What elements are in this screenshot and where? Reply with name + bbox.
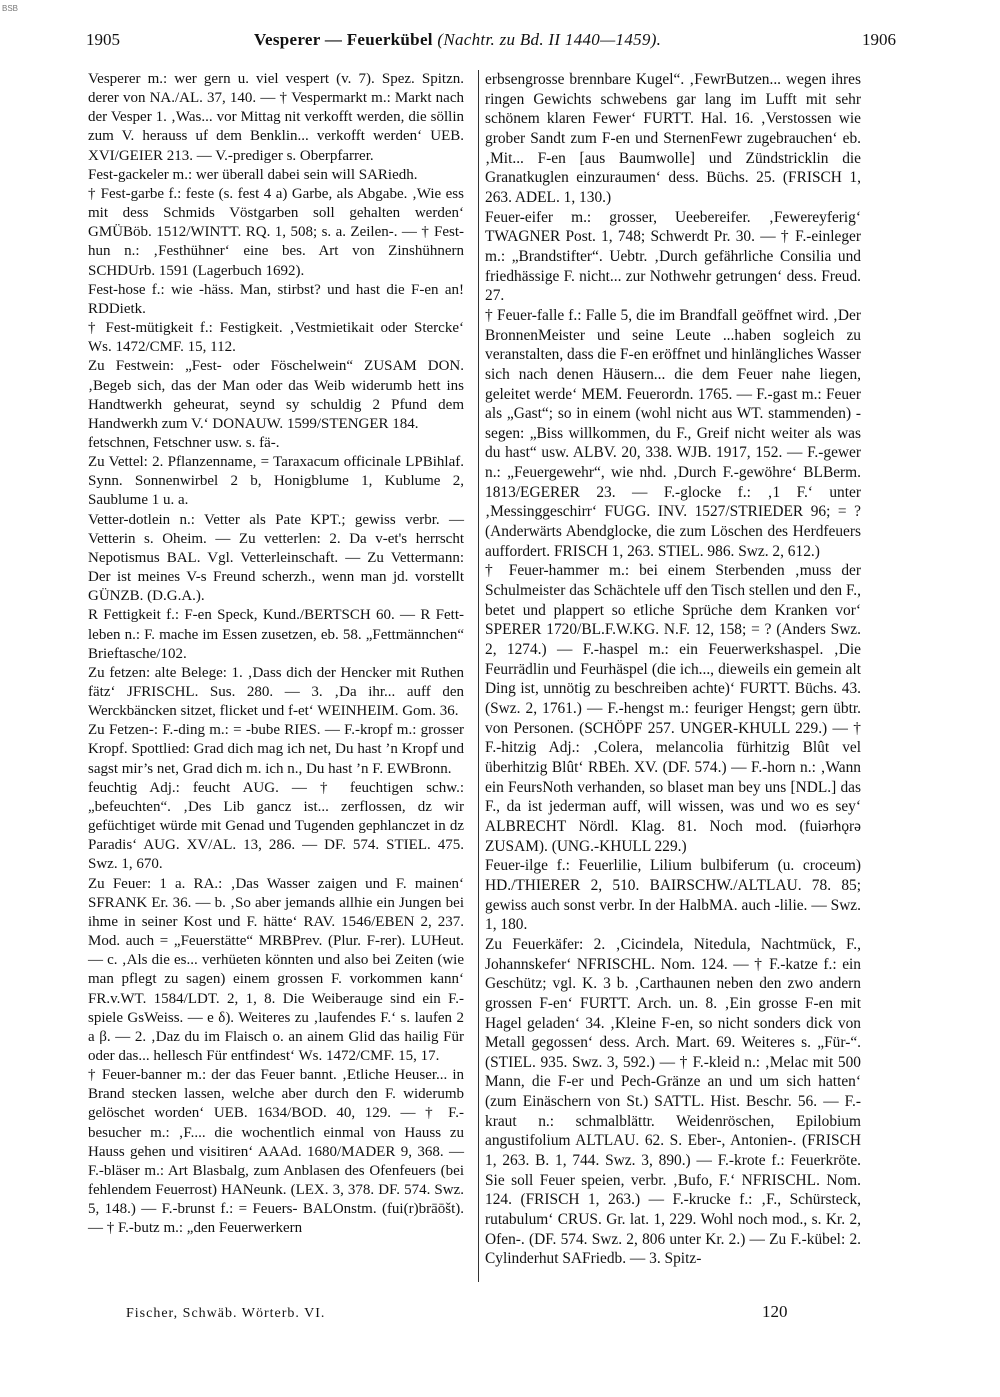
entry-paragraph: † Feuer-falle f.: Falle 5, die im Brandfall geöffnet wird. ‚Der BronnenMeister und seine Leute ...haben sogleich zu veranstalten, dass die F-en eröffnet und hinlängliches Wasser sich nach denen Häusern... die dem Feuer nahe liegen, geleitet werde‘ MEM. Feuerordn. 1765. — F.-gast m.: Feuer als „Gast“; so in einem (wohl nicht aus WT. stammenden) -segen: „Biss willkommen, du F., Greif nicht weiter als was du hast“ usw. ALBV. 20, 338. WJB. 1917, 152. — F.-gewer n.: „Feuergewehr“, wie nhd. ‚Durch F.-gewöhre‘ BLBerm. 1813/EGERER 23. — F.-glocke f.: ‚1 F.‘ unter ‚Messinggeschirr‘ FUGG. INV. 1527/STRIEDER 96; = ? (Anderwärts Abendglocke, die zum Löschen des Herdfeuers auffordert. FRISCH 1, 263. STIEL. 986. Swz. 2, 612.) xyxy=(485,306,862,560)
entry-paragraph: R Fettigkeit f.: F-en Speck, Kund./BERTSCH 60. — R Fett-leben n.: F. mache im Essen zusetzen, eb. 58. „Fettmännchen“ Brieftasche/102. xyxy=(88,607,464,662)
entry-paragraph: Zu Vettel: 2. Pflanzenname, = Taraxacum officinale LPBihlaf. Synn. Sonnenwirbel 2 b, Honigblume 1, Kublume 2, Saublume 1 u. a. xyxy=(88,454,464,509)
entry-paragraph: Zu fetzen: alte Belege: 1. ‚Dass dich der Hencker mit Ruthen fätz‘ JFRISCHL. Sus. 280. — 3. ‚Da ihr... auff den Werckbäncken sitzet, flicket und f-et‘ WEINHEIM. Gom. 36. xyxy=(88,664,464,720)
column-divider xyxy=(478,70,479,1282)
entry-paragraph: Zu Fetzen-: F.-ding m.: = -bube RIES. — F.-kropf m.: grosser Kropf. Spottlied: Grad dich mag ich net, Du hast ’n Kropf und sagst mir’s net, Grad dich m. ich n., Du hast ’n F. EWBronn. xyxy=(88,722,464,777)
entry-paragraph: † Fest-garbe f.: feste (s. fest 4 a) Garbe, als Abgabe. ‚Wie ess mit dess Schmids Vöstgarben soll gehalten werden‘ GMÜBöb. 1512/WINTT. RQ. 1, 508; s. a. Zeilen-. — † Fest-hun n.: ‚Festhühner‘ eine bes. Art von Zinshühnern SCHDUrb. 1591 (Lagerbuch 1692). xyxy=(88,185,464,279)
entry-paragraph: feuchtig Adj.: feucht AUG. — † feuchtigen schw.: „befeuchten“. ‚Des Lib gancz ist... zerflossen, dz wir gefüchtiget würde mit Genad und Tugenden gephlanczet in dz Paradis‘ AUG. XV/AL. 13, 286. — DF. 574. STIEL. 475. Swz. 1, 670. xyxy=(88,779,464,873)
entry-paragraph: Fest-gackeler m.: wer überall dabei sein will SARiedh. xyxy=(88,166,418,183)
library-stamp: BSB xyxy=(2,4,19,13)
entry-paragraph: † Fest-mütigkeit f.: Festigkeit. ‚Vestmietikait oder Stercke‘ Ws. 1472/CMF. 15, 112. xyxy=(88,320,464,356)
entry-paragraph: fetschnen, Fetschner usw. s. fä-. xyxy=(88,434,280,451)
entry-paragraph: Zu Feuer: 1 a. RA.: ‚Das Wasser zaigen und F. mainen‘ SFRANK Er. 36. — b. ‚So aber jemands allhie ein Jungen bei ihme in seiner Kost und F. hätte‘ RAV. 1546/EBEN 2, 237. Mod. auch = „Feuerstätte“ MRBPrev. (Plur. F-rer). LUHeut. — c. ‚Als die es... verhüeten könnten und also bei Zeiten (wie man pflegt zu sagen) einem grossen F. vorkommen kann‘ FR.v.WT. 1584/LDT. 2, 1, 8. Die Weiberauge sind ein F.-spiele GsWeiss. — e δ). Weiteres zu ‚laufendes F.‘ s. laufen 2 a β. — 2. ‚Daz du im Flaisch o. an ainem Glid das hailig Für oder das... hellesch Für entfindest‘ Ws. 1472/CMF. 15, 17. xyxy=(88,875,464,1064)
running-title-words: Vesperer — Feuerkübel xyxy=(254,30,433,49)
entry-paragraph: † Feuer-banner m.: der das Feuer bannt. ‚Etliche Heuser... in Brand stecken lassen, welche aber durch den F. widerumb gelöschet worden‘ UEB. 1634/BOD. 40, 129. — † F.-besucher m.: ‚F.... die wochentlich einmal von Hauss zu Hauss gehen und visitiren‘ AAAd. 1680/MADER 9, 368. — F.-bläser m.: Art Blasbalg, zum Anblasen des Ofenfeuers (bei fehlendem Feuerrost) HANeunk. (LEX. 3, 378. DF. 574. Swz. 5, 148.) — F.-brunst f.: = Feuers- BALOnstm. (fui(r)brāōšt). — † F.-butz m.: „den Feuerwerkern xyxy=(88,1067,464,1237)
entry-paragraph: Vetter-dotlein n.: Vetter als Pate KPT.; gewiss verbr. — Vetterin s. Oheim. — Zu vetterlen: 2. Da v-et's herrscht Nepotismus BAL. Vgl. Vetterleinschaft. — Zu Vettermann: Der ist meines V-s Freund scherzh., wenn man jd. vorstellt GÜNZB. (D.G.A.). xyxy=(88,511,464,605)
left-column xyxy=(88,70,464,1239)
entry-paragraph: Zu Festwein: „Fest- oder Föschelwein“ ZUSAM DON. ‚Begeb sich, das der Man oder das Weib widerumb hett ins Handtwerkh geheurat, seynd sy schuldig 2 Pfund dem Handwerkh zum V.‘ DONAUW. 1599/STENGER 184. xyxy=(88,358,464,432)
sheet-number: 120 xyxy=(762,1302,788,1321)
running-title-reference: (Nachtr. zu Bd. II 1440—1459). xyxy=(437,30,662,49)
left-page-number: 1905 xyxy=(86,30,120,49)
right-column xyxy=(485,70,861,1269)
entry-paragraph: erbsengrosse brennbare Kugel“. ‚FewrButzen... wegen ihres ringen Gewichts schwebens gar lang im Lufft mit sehr schönem klaren Fewer‘ FURTT. Hal. 16. ‚Verstossen wie grober Sandt zum F-en und SternenFewr zugebrauchen‘ eb. ‚Mit... F-en [aus Baumwolle] und Zündstricklin die Granatkuglen einzuraumen‘ dess. Büchs. 25. (FRISCH 1, 263. ADEL. 1, 130.) xyxy=(485,71,861,206)
entry-paragraph: Zu Feuerkäfer: 2. ‚Cicindela, Nitedula, Nachtmück, F., Johannskefer‘ NFRISCHL. Nom. 124. — † F.-katze f.: ein Geschütz; vgl. K. 3 b. ‚Carthaunen neben den zwo andern grossen F-en‘ FURTT. Arch. un. 8. ‚Ein grosse F-en mit Hagel geladen‘ 34. ‚Kleine F-en, so nicht sonders dick von Metall gegossen‘ dess. Arch. Mart. 69. Weiteres s. „Für-“. (STIEL. 935. Swz. 3, 592.) — † F.-kleid n.: ‚Melac mit 500 Mann, die F-er und Pech-Gränze an und um sich hatten‘ (zum Einäschern von St.) SATTL. Hist. Beschr. 56. — F.-kraut n.: schmalblättr. Weidenröschen, Epilobium angustifolium ALTLAU. 62. S. Eber-, Antonien-. (FRISCH 1, 263. B. 1, 744. Swz. 3, 890.) — F.-krote f.: Feuerkröte. Sie soll Feuer speien, verbr. ‚Bufo, F.‘ NFRISCHL. Nom. 124. (FRISCH 1, 263.) — F.-krucke f.: ‚F., Schürsteck, rutabulum‘ CRUS. Gr. lat. 1, 229. Wohl noch mod., s. Kr. 2, Ofen-. (DF. 574. Swz. 2, 806 unter Kr. 2.) — Zu F.-kübel: 2. Cylinderhut SAFriedb. — 3. Spitz- xyxy=(485,935,861,1268)
entry-paragraph: Vesperer m.: wer gern u. viel vespert (v. 7). Spez. Spitzn. derer von NA./AL. 37, 140. — † Vespermarkt m.: Markt nach der Vesper 1. ‚Was... vor Mittag nit verkofft werden, die söllin zum V. herauss uf dem Benklin... verkofft werden‘ UEB. XVI/GEIER 213. — V.-prediger s. Oberpfarrer. xyxy=(88,71,464,164)
right-page-number: 1906 xyxy=(862,30,896,49)
entry-paragraph: Feuer-ilge f.: Feuerlilie, Lilium bulbiferum (u. croceum) HD./THIERER 2, 510. BAIRSCHW./ALTLAU. 78. 85; gewiss auch sonst verbr. In der HalbMA. auch -lilie. — Swz. 1, 180. xyxy=(485,857,861,934)
entry-paragraph: † Feuer-hammer m.: bei einem Sterbenden ‚muss der Schulmeister das Schächtele uff den Tisch stellen und den F., betet und plappert so etliche Sprüche dem Kranken vor‘ SPERER 1720/BL.F.W.KG. N.F. 12, 158; = ? (Anders Swz. 2, 1274.) — F.-haspel m.: ein Feuerwerkshaspel. ‚Die Feurrädlin und Feurhäspel (die ich..., dieweils ein gemein alt Ding ist, unnötig zu beschreiben achte)‘ FURTT. Büchs. 43. (Swz. 2, 1761.) — F.-hengst m.: feuriger Hengst; gern übtr. von Personen. (SCHÖPF 257. UNGER-KHULL 229.) — † F.-hitzig Adj.: ‚Colera, melancolia fürhitzig Blût vel überhitzig Blût‘ RBEh. XV. (DF. 574.) — F.-horn n.: ‚Wann ein FeursNoth verhanden, so blaset man bey uns [NDL.] das F., da ist jederman auff, will wissen, was und wo es sey‘ ALBRECHT Nördl. Klag. 81. Noch mod. (fuiərhǫrə ZUSAM). (UNG.-KHULL 229.) xyxy=(485,562,861,855)
footer-signature: Fischer, Schwäb. Wörterb. VI. xyxy=(126,1306,326,1321)
entry-paragraph: Feuer-eifer m.: grosser, Ueebereifer. ‚Fewereyferig‘ TWAGNER Post. 1, 748; Schwerdt Pr. 30. — † F.-einleger m.: „Brandstifter“. Uebtr. ‚Durch gefährliche Consilia und friedhässige F. nicht... zur Nothwehr getrungen‘ dess. Freud. 27. xyxy=(485,208,861,305)
entry-paragraph: Fest-hose f.: wie -häss. Man, stirbst? und hast die F-en an! RDDietk. xyxy=(88,281,464,317)
running-title xyxy=(254,30,661,50)
